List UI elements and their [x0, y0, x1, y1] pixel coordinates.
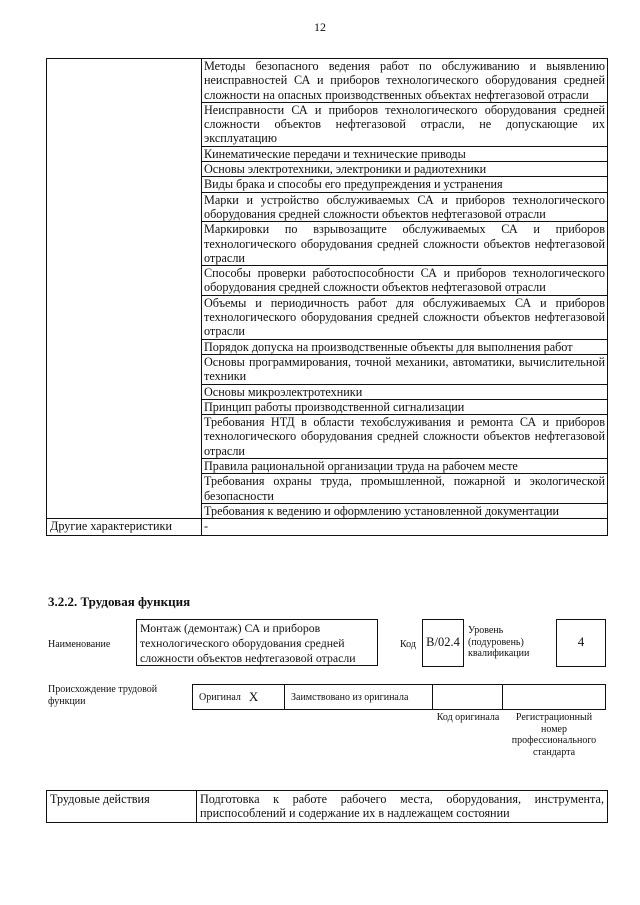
function-code-box: B/02.4	[422, 619, 464, 667]
function-name-box: Монтаж (демонтаж) СА и приборов технологического оборудования средней сложности объектов нефтегазовой отрасли	[136, 619, 378, 666]
knowledge-item: Принцип работы производственной сигнализации	[202, 399, 608, 414]
original-code-caption: Код оригинала	[436, 712, 500, 723]
original-code-cell	[433, 685, 503, 709]
registration-number-cell	[503, 685, 605, 709]
knowledge-item: Требования к ведению и оформлению установленной документации	[202, 503, 608, 518]
original-label: Оригинал	[199, 691, 241, 703]
knowledge-item: Способы проверки работоспособности СА и приборов технологического оборудования средней сложности объектов нефтегазовой отрасли	[202, 266, 608, 296]
knowledge-item: Маркировки по взрывозащите обслуживаемых СА и приборов технологического оборудования средней сложности объектов нефтегазовой отрасли	[202, 222, 608, 266]
knowledge-item: Основы электротехники, электроники и радиотехники	[202, 162, 608, 177]
knowledge-item: Требования охраны труда, промышленной, пожарной и экологической безопасности	[202, 474, 608, 504]
other-characteristics-label: Другие характеристики	[47, 519, 202, 535]
origin-row	[192, 684, 606, 710]
original-mark: X	[248, 689, 259, 704]
labor-actions-table	[46, 790, 608, 823]
page-number: 12	[314, 20, 326, 34]
knowledge-item: Требования НТД в области техобслуживания и ремонта СА и приборов технологического оборудования средней сложности объектов нефтегазовой отрасли	[202, 415, 608, 459]
knowledge-label-cell	[47, 59, 202, 519]
original-cell	[193, 685, 285, 709]
qualification-level-box: 4	[556, 619, 606, 667]
labor-actions-label: Трудовые действия	[47, 791, 197, 823]
knowledge-item: Виды брака и способы его предупреждения и устранения	[202, 177, 608, 192]
qualification-level-label: Уровень (подуровень) квалификации	[468, 625, 530, 659]
name-label: Наименование	[48, 639, 111, 650]
knowledge-item: Марки и устройство обслуживаемых СА и приборов технологического оборудования средней сложности объектов нефтегазовой отрасли	[202, 192, 608, 222]
knowledge-item: Правила рациональной организации труда на рабочем месте	[202, 459, 608, 474]
other-characteristics-value: -	[202, 519, 608, 535]
table-row	[47, 59, 608, 103]
knowledge-item: Объемы и периодичность работ для обслуживаемых СА и приборов технологического оборудования средней сложности объектов нефтегазовой отрасли	[202, 295, 608, 339]
knowledge-item: Порядок допуска на производственные объекты для выполнения работ	[202, 339, 608, 354]
table-row	[47, 519, 608, 535]
knowledge-item: Основы программирования, точной механики, автоматики, вычислительной техники	[202, 354, 608, 384]
section-heading: 3.2.2. Трудовая функция	[48, 594, 191, 609]
table-row	[47, 791, 608, 823]
origin-label: Происхождение трудовой функции	[48, 684, 158, 707]
borrowed-cell: Заимствовано из оригинала	[285, 685, 433, 709]
knowledge-item: Основы микроэлектротехники	[202, 384, 608, 399]
knowledge-item: Неисправности СА и приборов технологического оборудования средней сложности объектов нефтегазовой отрасли, не допускающие их эксплуатацию	[202, 102, 608, 146]
labor-actions-value: Подготовка к работе рабочего места, оборудования, инструмента, приспособлений и содержание их в надлежащем состоянии	[197, 791, 608, 823]
registration-number-caption: Регистрационный номер профессионального стандарта	[511, 712, 597, 758]
knowledge-table	[46, 58, 608, 536]
code-label: Код	[400, 639, 416, 650]
knowledge-item: Кинематические передачи и технические приводы	[202, 146, 608, 161]
knowledge-item: Методы безопасного ведения работ по обслуживанию и выявлению неисправностей СА и приборов технологического оборудования средней сложности на опасных производственных объектах нефтегазовой отрасли	[202, 59, 608, 103]
